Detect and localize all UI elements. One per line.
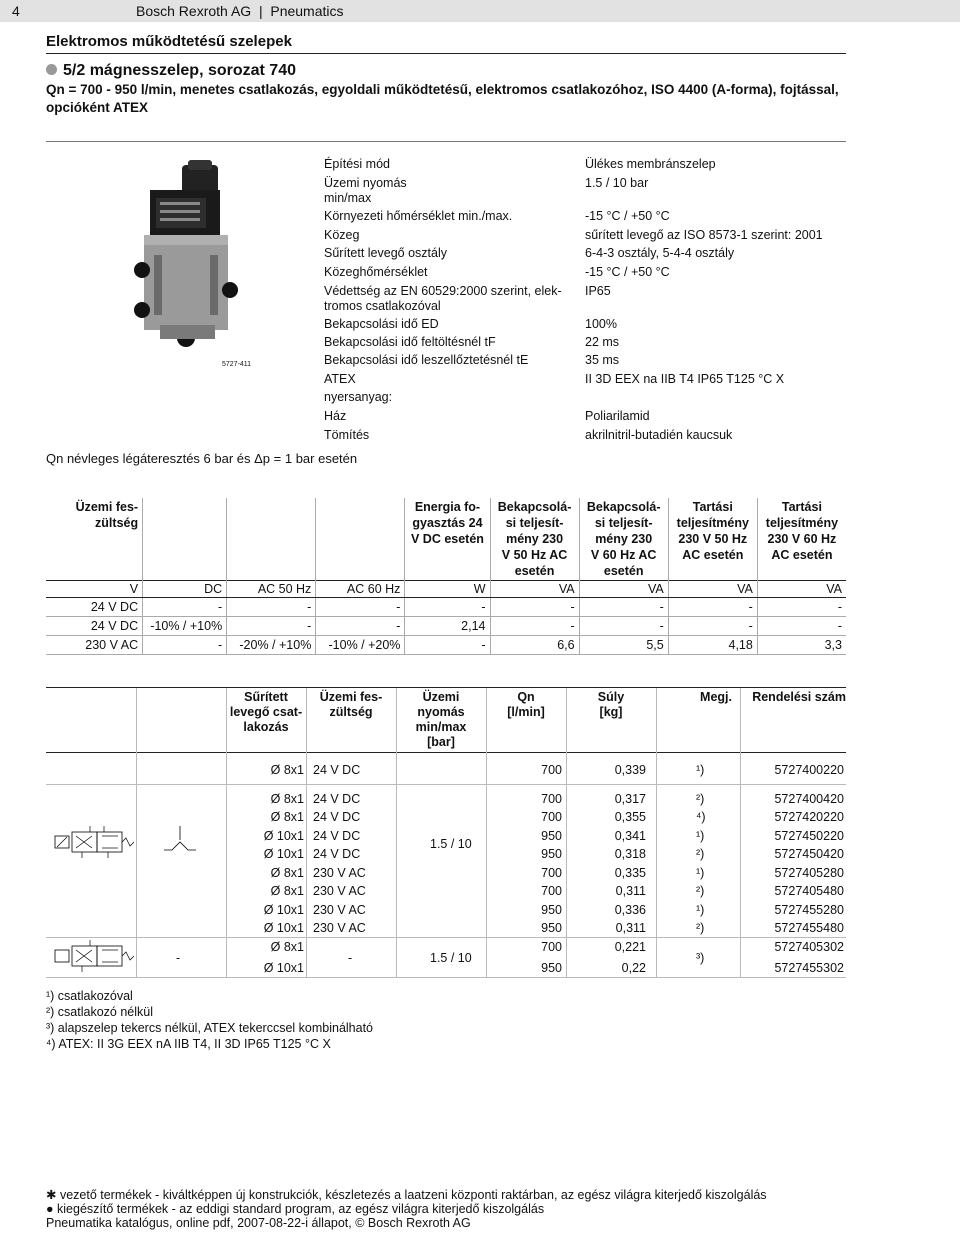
- cell-weight: 0,355: [614, 810, 646, 824]
- cell-connection: Ø 10x1: [263, 961, 304, 975]
- cell-qn: 950: [541, 961, 562, 975]
- unit-cell: VA: [757, 581, 846, 598]
- cell-order: 5727420220: [774, 810, 844, 824]
- header-cell: Tartási teljesítmény 230 V 50 Hz AC esetén: [668, 498, 757, 581]
- cell: -: [490, 617, 579, 636]
- group2-pressure: 1.5 / 10: [430, 951, 472, 965]
- col-header-pressure: Üzemi nyomás min/max [bar]: [415, 690, 467, 749]
- cell: 4,18: [668, 636, 757, 655]
- group2-voltage: -: [348, 951, 353, 965]
- cell: -: [668, 598, 757, 617]
- cell-connection: Ø 8x1: [270, 810, 304, 824]
- cell-voltage: 230 V AC: [313, 866, 366, 880]
- col-divider: [486, 688, 487, 977]
- unit-cell: VA: [490, 581, 579, 598]
- cell-note: ¹): [696, 829, 705, 843]
- cell-order: 5727450420: [774, 847, 844, 861]
- table-row: [46, 617, 846, 636]
- row-divider: [46, 784, 846, 785]
- cell: 24 V DC: [46, 598, 143, 617]
- section-title: Elektromos működtetésű szelepek: [46, 33, 292, 50]
- voltage-table-header: [46, 498, 846, 581]
- valve-symbol-1: [52, 826, 134, 867]
- cell: -: [405, 636, 490, 655]
- cell: -: [316, 617, 405, 636]
- valve-symbol-2: [52, 940, 134, 981]
- cell: -: [405, 598, 490, 617]
- cell-order: 5727400420: [774, 792, 844, 806]
- cell: 24 V DC: [46, 617, 143, 636]
- header-cell: [143, 498, 227, 581]
- cell-weight: 0,336: [614, 903, 646, 917]
- cell-connection: Ø 10x1: [263, 847, 304, 861]
- cell: -10% / +20%: [316, 636, 405, 655]
- cell-voltage: 24 V DC: [313, 847, 361, 861]
- footnote: ⁴) ATEX: II 3G EEX nA IIB T4, II 3D IP65 T125 °C X: [46, 1037, 331, 1051]
- spec-label: Közeghőmérséklet: [324, 265, 428, 279]
- cell-weight: 0,311: [615, 921, 646, 935]
- cell-order: 5727400220: [774, 763, 844, 777]
- header-title: Bosch Rexroth AG | Pneumatics: [136, 3, 344, 19]
- header-cell: [316, 498, 405, 581]
- cell-note: ²): [696, 884, 705, 898]
- col-header-connection: Sűrített levegő csat- lakozás: [229, 690, 303, 734]
- unit-cell: DC: [143, 581, 227, 598]
- cell-connection: Ø 8x1: [270, 792, 304, 806]
- col-header-order: Rendelési szám: [752, 690, 846, 704]
- col-header-weight: Súly [kg]: [597, 690, 625, 719]
- spec-value: 100%: [585, 317, 617, 331]
- cell-voltage: 24 V DC: [313, 810, 361, 824]
- header-cell: [227, 498, 316, 581]
- cell-qn: 700: [541, 810, 562, 824]
- nominal-flow-caption: Qn névleges légáteresztés 6 bar és Δp = 1 bar esetén: [46, 451, 358, 466]
- cell-qn: 700: [541, 940, 562, 954]
- cell-weight: 0,317: [614, 792, 646, 806]
- spec-value: 35 ms: [585, 353, 620, 367]
- cell-qn: 950: [541, 921, 562, 935]
- header-cell: Tartási teljesítmény 230 V 60 Hz AC esetén: [757, 498, 846, 581]
- page-number: 4: [12, 3, 20, 19]
- order-table-header-rule: [46, 752, 846, 753]
- cell-qn: 700: [541, 866, 562, 880]
- cell-order: 5727450220: [774, 829, 844, 843]
- cell-order: 5727405302: [774, 940, 844, 954]
- cell-voltage: 230 V AC: [313, 903, 366, 917]
- col-divider: [306, 688, 307, 977]
- spec-label: nyersanyag:: [324, 390, 393, 404]
- spec-label: Ház: [324, 409, 347, 423]
- cell-voltage: 24 V DC: [313, 763, 361, 777]
- unit-cell: AC 60 Hz: [316, 581, 405, 598]
- spec-value: Poliarilamid: [585, 409, 650, 423]
- header-cell: Üzemi fes- zültség: [75, 500, 139, 530]
- cell-connection: Ø 10x1: [263, 921, 304, 935]
- spec-label: Bekapcsolási idő feltöltésnél tF: [324, 335, 496, 349]
- col-divider: [396, 688, 397, 977]
- footnote: ³) alapszelep tekercs nélkül, ATEX tekerccsel kombinálható: [46, 1021, 374, 1035]
- cell-voltage: 230 V AC: [313, 921, 366, 935]
- cell-connection: Ø 8x1: [270, 884, 304, 898]
- spec-value: -15 °C / +50 °C: [585, 209, 670, 223]
- group2-dash: -: [176, 951, 181, 965]
- cell-note: ²): [696, 792, 705, 806]
- unit-cell: AC 50 Hz: [227, 581, 316, 598]
- cell-qn: 700: [541, 884, 562, 898]
- unit-cell: VA: [668, 581, 757, 598]
- product-title: 5/2 mágnesszelep, sorozat 740: [46, 62, 296, 80]
- footnotes: [46, 988, 373, 1052]
- voltage-table: [46, 498, 846, 655]
- cell: -: [490, 598, 579, 617]
- cell: -: [143, 636, 227, 655]
- cell: -: [227, 598, 316, 617]
- cell: -: [668, 617, 757, 636]
- header-cell: Energia fo- gyasztás 24 V DC esetén: [405, 498, 490, 581]
- cell-qn: 950: [541, 829, 562, 843]
- cell-order: 5727405480: [774, 884, 844, 898]
- cell-note: ¹): [696, 903, 705, 917]
- cell: -: [227, 617, 316, 636]
- spec-label: Bekapcsolási idő leszellőztetésnél tE: [324, 353, 529, 367]
- group1-pressure: 1.5 / 10: [430, 837, 472, 851]
- cell-order: 5727455280: [774, 903, 844, 917]
- col-header-note: Megj.: [700, 690, 732, 704]
- order-table-top-rule: [46, 687, 846, 688]
- cell-weight: 0,22: [621, 961, 646, 975]
- spec-value: akrilnitril-butadién kaucsuk: [585, 428, 733, 442]
- cell: 230 V AC: [46, 636, 143, 655]
- table-row: [46, 598, 846, 617]
- cell-note: ⁴): [696, 810, 706, 824]
- cell: -: [143, 598, 227, 617]
- cell-note: ²): [696, 847, 705, 861]
- spec-label: Védettség az EN 60529:2000 szerint, elek- tromos csatlakozóval: [324, 284, 562, 313]
- cell-weight: 0,341: [614, 829, 646, 843]
- cell-order: 5727455480: [774, 921, 844, 935]
- spec-value: Ülékes membránszelep: [585, 157, 716, 171]
- cell-qn: 950: [541, 903, 562, 917]
- spec-value: 1.5 / 10 bar: [585, 176, 649, 190]
- spec-value: 6-4-3 osztály, 5-4-4 osztály: [585, 246, 735, 260]
- cell: -10% / +10%: [143, 617, 227, 636]
- cell: 5,5: [579, 636, 668, 655]
- cell-note: ¹): [696, 866, 705, 880]
- product-subtitle: Qn = 700 - 950 l/min, menetes csatlakozás, egyoldali működtetésű, elektromos csatlakozóhoz, ISO 4400 (A-forma), fojtással, opcióként ATEX: [46, 82, 839, 115]
- cell-qn: 700: [541, 792, 562, 806]
- section-rule: [46, 53, 846, 54]
- cell-weight: 0,335: [614, 866, 646, 880]
- page-footer: [46, 1188, 767, 1230]
- unit-cell: W: [405, 581, 490, 598]
- valve-photo: [130, 160, 245, 360]
- spec-value: sűrített levegő az ISO 8573-1 szerint: 2001: [585, 228, 823, 242]
- cell: -: [316, 598, 405, 617]
- row-divider: [46, 977, 846, 978]
- footnote: ²) csatlakozó nélkül: [46, 1005, 153, 1019]
- page-header: [0, 0, 960, 22]
- cell-weight: 0,311: [615, 884, 646, 898]
- cell-voltage: 24 V DC: [313, 829, 361, 843]
- spec-label: Környezeti hőmérséklet min./max.: [324, 209, 513, 223]
- footer-line: ✱ vezető termékek - kiváltképpen új konstrukciók, készletezés a laatzeni központi raktárban, az egész világra kiterjedő kiszolgálás: [46, 1188, 767, 1202]
- spec-label: Tömítés: [324, 428, 370, 442]
- footnote: ¹) csatlakozóval: [46, 989, 133, 1003]
- spec-value: II 3D EEX na IIB T4 IP65 T125 °C X: [585, 372, 785, 386]
- cell: -20% / +10%: [227, 636, 316, 655]
- cell-weight: 0,221: [614, 940, 646, 954]
- cell-connection: Ø 10x1: [263, 903, 304, 917]
- coil-symbol: [160, 824, 200, 865]
- cell-note: ²): [696, 921, 705, 935]
- cell: 6,6: [490, 636, 579, 655]
- table-row: [46, 636, 846, 655]
- cell-order: 5727405280: [774, 866, 844, 880]
- unit-cell: VA: [579, 581, 668, 598]
- cell-note: ¹): [696, 763, 705, 777]
- cell-connection: Ø 10x1: [263, 829, 304, 843]
- spec-label: ATEX: [324, 372, 356, 386]
- grey-dot-icon: [46, 64, 57, 75]
- col-divider: [566, 688, 567, 977]
- cell-qn: 700: [541, 763, 562, 777]
- header-cell: Bekapcsolá- si teljesít- mény 230 V 50 Hz AC esetén: [490, 498, 579, 581]
- cell: 2,14: [405, 617, 490, 636]
- spec-label: Sűrített levegő osztály: [324, 246, 447, 260]
- cell-connection: Ø 8x1: [270, 940, 304, 954]
- divider: [46, 141, 846, 142]
- unit-cell: V: [46, 581, 143, 598]
- cell: 3,3: [757, 636, 846, 655]
- col-divider: [740, 688, 741, 977]
- col-divider: [226, 688, 227, 977]
- header-cell: Bekapcsolá- si teljesít- mény 230 V 60 Hz AC esetén: [579, 498, 668, 581]
- spec-value: IP65: [585, 284, 611, 298]
- col-header-voltage: Üzemi fes- zültség: [319, 690, 383, 719]
- cell: -: [757, 617, 846, 636]
- spec-label: Közeg: [324, 228, 360, 242]
- col-divider: [656, 688, 657, 977]
- spec-value: -15 °C / +50 °C: [585, 265, 670, 279]
- col-header-qn: Qn [l/min]: [507, 690, 545, 719]
- cell: -: [757, 598, 846, 617]
- footer-line: Pneumatika katalógus, online pdf, 2007-08-22-i állapot, © Bosch Rexroth AG: [46, 1216, 471, 1230]
- group2-note: ³): [696, 951, 705, 965]
- spec-value: 22 ms: [585, 335, 620, 349]
- row-divider: [46, 937, 846, 938]
- units-row: [46, 581, 846, 598]
- cell-qn: 950: [541, 847, 562, 861]
- spec-label: Bekapcsolási idő ED: [324, 317, 439, 331]
- col-divider: [136, 688, 137, 977]
- cell-connection: Ø 8x1: [270, 763, 304, 777]
- image-code: 5727-411: [222, 361, 252, 368]
- spec-label: Építési mód: [324, 157, 391, 171]
- footer-line: ● kiegészítő termékek - az eddigi standard program, az egész világra kiterjedő kiszolgálás: [46, 1202, 545, 1216]
- cell-weight: 0,318: [614, 847, 646, 861]
- cell-order: 5727455302: [774, 961, 844, 975]
- spec-label: Üzemi nyomás min/max: [324, 176, 407, 205]
- cell-connection: Ø 8x1: [270, 866, 304, 880]
- cell-weight: 0,339: [614, 763, 646, 777]
- cell-voltage: 230 V AC: [313, 884, 366, 898]
- cell: -: [579, 617, 668, 636]
- cell-voltage: 24 V DC: [313, 792, 361, 806]
- cell: -: [579, 598, 668, 617]
